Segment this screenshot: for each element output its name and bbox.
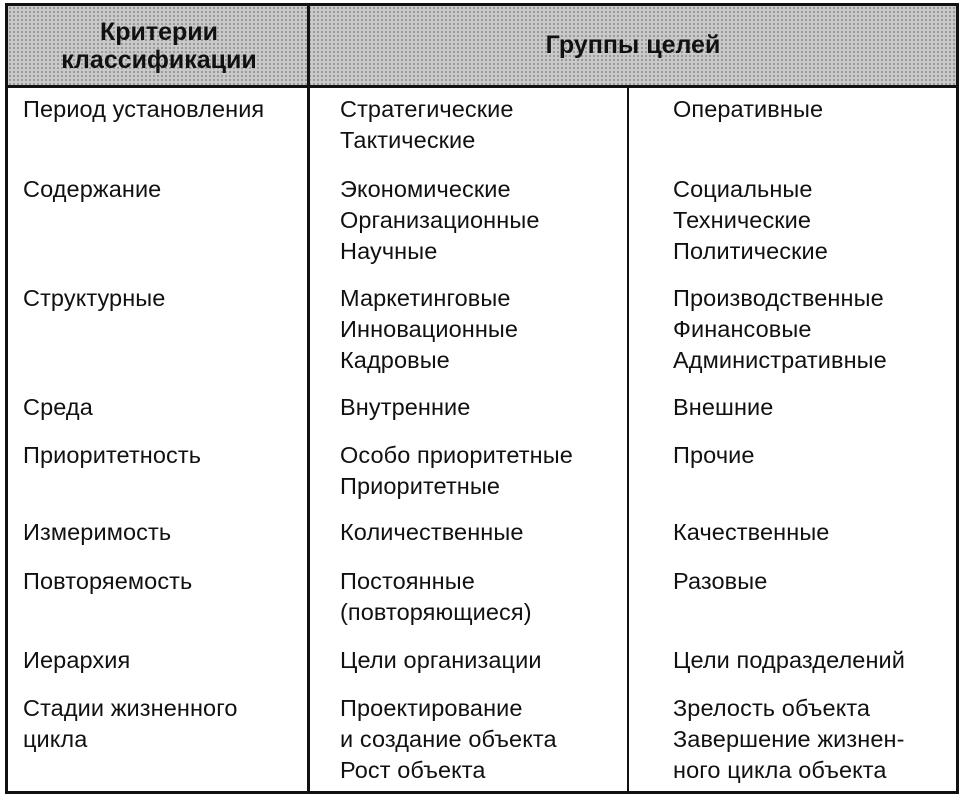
- cell-line: Технические: [673, 207, 812, 233]
- group1-cell: [340, 392, 625, 423]
- criterion-cell: [23, 94, 303, 125]
- cell-line: Финансовые: [673, 316, 812, 342]
- cell-line: Рост объекта: [340, 757, 486, 783]
- cell-line: Социальные: [673, 176, 813, 202]
- cell-line: Качественные: [673, 519, 830, 545]
- group2-cell: [673, 174, 953, 267]
- cell-line: Оперативные: [673, 96, 824, 122]
- criterion-cell: [23, 693, 303, 755]
- cell-line: Цели подразделений: [673, 647, 905, 673]
- cell-line: Политические: [673, 238, 828, 264]
- cell-line: Производственные: [673, 285, 884, 311]
- cell-line: Прочие: [673, 442, 755, 468]
- cell-line: (повторяющиеся): [340, 599, 532, 625]
- group2-cell: [673, 693, 953, 786]
- cell-line: Иерархия: [23, 647, 131, 673]
- group1-cell: [340, 283, 625, 376]
- cell-line: Содержание: [23, 176, 162, 202]
- cell-line: Внешние: [673, 394, 774, 420]
- cell-line: Особо приоритетные: [340, 442, 573, 468]
- cell-line: Инновационные: [340, 316, 519, 342]
- cell-line: Постоянные: [340, 568, 475, 594]
- cell-line: Разовые: [673, 568, 768, 594]
- table-header: [8, 6, 956, 88]
- group2-cell: [673, 392, 953, 423]
- cell-line: Количественные: [340, 519, 524, 545]
- cell-line: Стратегические: [340, 96, 514, 122]
- cell-line: Повторяемость: [23, 568, 193, 594]
- group2-cell: [673, 440, 953, 471]
- cell-line: Тактические: [340, 127, 476, 153]
- cell-line: и создание объекта: [340, 726, 557, 752]
- group2-cell: [673, 566, 953, 597]
- cell-line: Период установления: [23, 96, 265, 122]
- group1-cell: [340, 440, 625, 502]
- header-criteria-line: Критерии: [99, 17, 219, 46]
- cell-line: Кадровые: [340, 347, 450, 373]
- column-divider: [627, 88, 629, 791]
- criterion-cell: [23, 517, 303, 548]
- cell-line: Организационные: [340, 207, 540, 233]
- group1-cell: [340, 517, 625, 548]
- cell-line: Цели организации: [340, 647, 542, 673]
- cell-line: ного цикла объекта: [673, 757, 887, 783]
- group2-cell: [673, 517, 953, 548]
- header-groups: Группы целей: [545, 31, 721, 59]
- criterion-cell: [23, 174, 303, 205]
- group2-cell: [673, 94, 953, 125]
- cell-line: цикла: [23, 726, 88, 752]
- cell-line: Структурные: [23, 285, 166, 311]
- group2-cell: [673, 645, 953, 676]
- criterion-cell: [23, 440, 303, 471]
- cell-line: Стадии жизненного: [23, 695, 238, 721]
- group1-cell: [340, 94, 625, 156]
- criterion-cell: [23, 566, 303, 597]
- cell-line: Приоритетность: [23, 442, 202, 468]
- cell-line: Научные: [340, 238, 438, 264]
- group1-cell: [340, 566, 625, 628]
- criterion-cell: [23, 392, 303, 423]
- group1-cell: [340, 174, 625, 267]
- cell-line: Проектирование: [340, 695, 523, 721]
- cell-line: Зрелость объекта: [673, 695, 871, 721]
- group1-cell: [340, 693, 625, 786]
- cell-line: Завершение жизнен-: [673, 726, 905, 752]
- classification-table: [5, 3, 959, 794]
- header-criteria: [8, 6, 310, 85]
- column-divider: [307, 6, 310, 791]
- cell-line: Приоритетные: [340, 473, 501, 499]
- criterion-cell: [23, 645, 303, 676]
- cell-line: Административные: [673, 347, 887, 373]
- cell-line: Экономические: [340, 176, 511, 202]
- criterion-cell: [23, 283, 303, 314]
- group1-cell: [340, 645, 625, 676]
- cell-line: Измеримость: [23, 519, 172, 545]
- cell-line: Среда: [23, 394, 93, 420]
- group2-cell: [673, 283, 953, 376]
- header-criteria-line: классификации: [61, 45, 257, 74]
- cell-line: Внутренние: [340, 394, 471, 420]
- cell-line: Маркетинговые: [340, 285, 511, 311]
